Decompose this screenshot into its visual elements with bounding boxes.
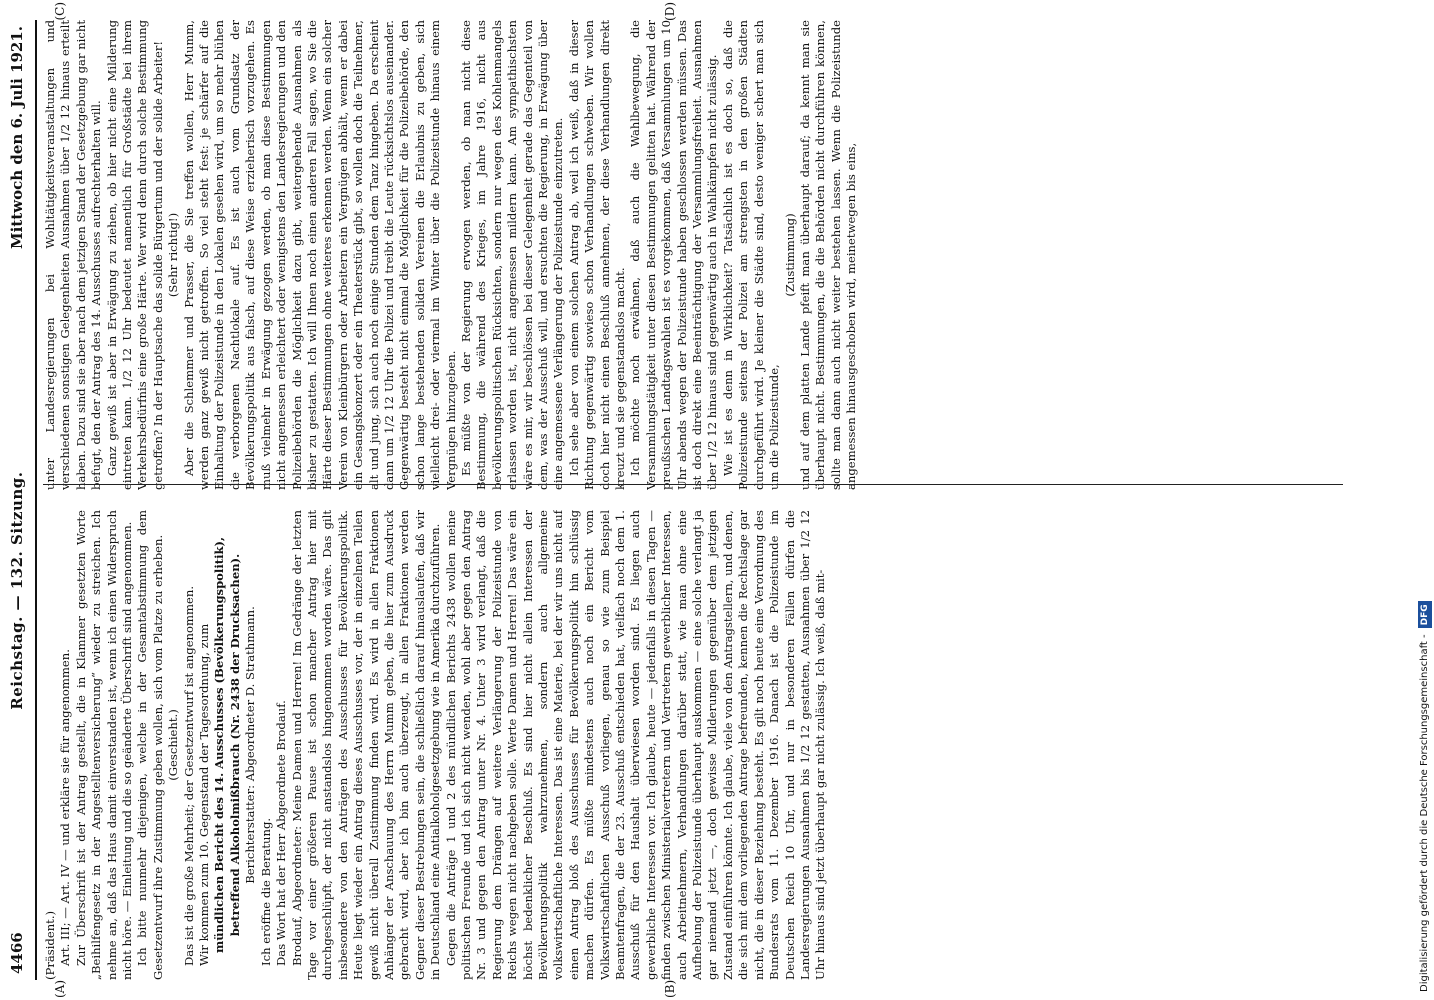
speech-paragraph: Es müßte von der Regierung erwogen werden, ob man nicht diese Bestimmung, die während des Krieges, im Jahre 1916, nicht aus bevölkerungspolitischen Rücksichten, sondern nur wegen des Kohlenmangels erlassen worden ist, nicht angemessen mildern kann. Am sympathischsten wäre es mir, wir beschlössen bei dieser Gelegenheit gerade das Gegenteil von dem, was der Ausschuß will, und ersuchten die Regierung, in Erwägung über eine angemessene Verlängerung der Polizeistunde einzutreten. [458, 20, 566, 490]
dfg-logo: DFG [1418, 601, 1432, 628]
column-divider [43, 484, 1343, 485]
speech-paragraph: und auf dem platten Lande pfeift man überhaupt darauf; da kennt man sie überhaupt nicht. Bestimmungen, die die Behörden nicht durchführen können, sollte man dann auch nicht weiter bestehen lassen. Wenn die Polizeistunde angemessen hinausgeschoben wird, meinetwegen bis eins, [797, 20, 859, 490]
session-title: Reichstag. — 132. Sitzung. [8, 471, 26, 710]
interjection: (Geschieht.) [166, 709, 181, 781]
paragraph: Das Wort hat der Herr Abgeordnete Brodauf. [274, 700, 289, 966]
agenda-item-title [212, 510, 243, 980]
speech-paragraph: Gegen die Anträge 1 und 2 des mündlichen Berichts 2438 wollen meine politischen Freunde und ich sich nicht wenden, wohl aber gegen den Antrag Nr. 3 und gegen den Antrag unter Nr. 4. Unter 3 wird verlangt, daß die Regierung dem Drängen auf weitere Verlängerung der Polizeistunde von Reichs wegen nicht nachgeben solle. Werte Damen und Herren! Das wäre ein höchst bedenklicher Beschluß. Es sind hier nicht allein Interessen der Bevölkerungspolitik wahrzunehmen, sondern auch allgemeine volkswirtschaftliche Interessen. Das ist eine Materie, bei der wir uns nicht auf einen Antrag bloß des Ausschusses für Bevölkerungspolitik hin schlüssig machen dürfen. Es müßte mindestens auch noch ein Bericht vom Volkswirtschaftlichen Ausschuß vorliegen, genau so wie zum Beispiel Beamtenfragen, die der 23. Ausschuß entschieden hat, vielfach noch dem 1. Ausschuß für den Haushalt überwiesen worden sind. Es liegen auch gewerbliche Interessen vor. Ich glaube, heute — jedenfalls in diesen Tagen — finden zwischen Ministerialvertretern und Vertretern gewerblicher Interessen, auch Arbeitnehmern, Verhandlungen darüber statt, wie man ohne eine Aufhebung der Polizeistunde überhaupt auskommen — eine solche verlangt ja gar niemand jetzt —, doch gewisse Milderungen gegenüber dem jetzigen Zustand einführen könnte. Ich glaube, viele von den Antragstellern, und denen, die sich mit dem vorliegenden Antrage befreunden, kennen die Rechtslage gar nicht, die in dieser Beziehung besteht. Es gilt noch heute eine Verordnung des Bundesrats vom 11. Dezember 1916. Danach ist die Polizeistunde im Deutschen Reich 10 Uhr, und nur in besonderen Fällen dürfen die Landesregierungen Ausnahmen bis 1/2 12 gestatten, Ausnahmen über 1/2 12 Uhr hinaus sind jetzt überhaupt gar nicht zulässig. Ich weiß, daß mit- [443, 510, 828, 980]
speaker-tag: (Präsident.) [43, 910, 57, 980]
right-column [43, 20, 1343, 490]
margin-mark-c: (C) [53, 2, 67, 21]
speech-paragraph: Ich sehe aber von einem solchen Antrag ab, weil ich weiß, daß in dieser Richtung gegenwärtig sowieso schon Verhandlungen schweben. Wir wollen doch hier nicht einen Beschluß annehmen, der diese Verhandlungen direkt kreuzt und sie gegenstandslos macht. [566, 20, 628, 490]
two-column-body [43, 2, 1343, 998]
session-date: Mittwoch den 6. Juli 1921. [8, 26, 26, 249]
paragraph: Das ist die große Mehrheit; der Gesetzentwurf ist angenommen. [181, 585, 196, 966]
paragraph: Ich bitte nunmehr diejenigen, welche in der Gesamtabstimmung dem Gesetzentwurf ihre Zustimmung geben wollen, sich vom Platze zu erheben. [135, 510, 165, 980]
speech-paragraph: Ich möchte noch erwähnen, daß auch die Wahlbewegung, die Versammlungstätigkeit unter diesen Bestimmungen gelitten hat. Während der preußischen Landtagswahlen ist es vorgekommen, daß Versammlungen um 10 Uhr abends wegen der Polizeistunde haben geschlossen werden müssen. Das ist doch direkt eine Beeinträchtigung der Versammlungsfreiheit. Ausnahmen über 1/2 12 hinaus sind gegenwärtig auch in Wahlkämpfen nicht zulässig. [628, 20, 720, 490]
funding-note [1418, 12, 1432, 992]
running-header [8, 20, 37, 980]
interjection: (Zustimmung) [782, 213, 797, 297]
page-number: 4466 [8, 932, 26, 974]
agenda-item-text: mündlichen Bericht des 14. Ausschusses (Bevölkerungspolitik), betreffend Alkoholmißbrauch (Nr. 2438 der Drucksachen). [212, 536, 242, 954]
speech-paragraph: Brodauf, Abgeordneter: Meine Damen und Herren! Im Gedränge der letzten Tage vor einer größeren Pause ist schon mancher Antrag hier mit durchgeschlüpft, der nicht anstandslos hingenommen worden wäre. Das gilt insbesondere von den Anträgen des Ausschusses für Bevölkerungspolitik. Heute liegt wieder ein Antrag dieses Ausschusses vor, der in einzelnen Teilen gewiß nicht überall Zustimmung finden wird. Es wird in allen Fraktionen Anhänger der Anschauung des Herrn Mumm geben, die hier zum Ausdruck gebracht wird, aber ich bin auch überzeugt, in allen Fraktionen werden Gegner dieser Bestrebungen sein, die schließlich darauf hinauslaufen, daß wir in Deutschland eine Antialkoholgesetzgebung wie in Amerika durchzuführen. [289, 510, 443, 980]
speech-paragraph: Aber die Schlemmer und Prasser, die Sie treffen wollen, Herr Mumm, werden ganz gewiß nicht getroffen. So viel steht fest: je schärfer auf die Einhaltung der Polizeistunde in den Lokalen gesehen wird, um so mehr blühen die verborgenen Nachtlokale auf. Es ist auch vom Grundsatz der Bevölkerungspolitik aus falsch, auf diese Weise erzieherisch vorzugehen. Es muß vielmehr in Erwägung gezogen werden, ob man diese Bestimmungen nicht angemessen erleichtert oder wenigstens den Landesregierungen und den Polizeibehörden die Möglichkeit dazu gibt, weitergehende Ausnahmen als bisher zu gestatten. Ich will Ihnen noch einen anderen Fall sagen, wo Sie die Härte dieser Bestimmungen ohne weiteres erkennen werden. Wenn ein solcher Verein von Kleinbürgern oder Arbeitern ein Vergnügen abhält, wenn er dabei ein Gesangskonzert oder ein Theaterstück gibt, so wollen doch die Teilnehmer, alt und jung, sich auch noch einige Stunden dem Tanz hingeben. Da erscheint dann um 1/2 12 Uhr die Polizei und treibt die Leute rücksichtslos auseinander. Gegenwärtig besteht nicht einmal die Möglichkeit für die Polizeibehörde, den schon lange bestehenden soliden Vereinen die Erlaubnis zu geben, sich vielleicht drei- oder viermal im Winter über die Polizeistunde hinaus einem Vergnügen hinzugeben. [181, 20, 458, 490]
speech-paragraph: unter Landesregierungen bei Wohltätigkeitsveranstaltungen und verschiedenen sonstigen Gelegenheiten Ausnahmen über 1/2 12 hinaus erteilt haben. Dazu sind sie aber nach dem jetzigen Stand der Gesetzgebung gar nicht befugt, den der Antrag des 14. Ausschusses aufrechterhalten will. [43, 20, 104, 490]
margin-mark-a: (A) [53, 979, 67, 998]
interjection: (Sehr richtig!) [166, 212, 181, 298]
rapporteur: Berichterstatter: Abgeordneter D. Strathmann. [243, 606, 258, 884]
paragraph: Ich eröffne die Beratung. [258, 817, 273, 966]
margin-mark-d: (D) [663, 2, 677, 21]
left-column [43, 510, 1343, 980]
paragraph: Art. III; — Art. IV — und erkläre sie für angenommen. [58, 649, 73, 966]
speech-paragraph: Wie ist es denn in Wirklichkeit? Tatsächlich ist es doch so, daß die Polizeistunde seitens der Polizei am strengsten in den großen Städten durchgeführt wird. Je kleiner die Städte sind, desto weniger schert man sich um die Polizeistunde, [720, 20, 782, 490]
paragraph: Zur Überschrift ist der Antrag gestellt, die in Klammer gesetzten Worte „Beihilfengesetz in der Angestelltenversicherung“ wieder zu streichen. Ich nehme an, daß das Haus damit einverstanden ist, wenn ich einen Widerspruch nicht höre. — Einleitung und die so geänderte Überschrift sind angenommen. [73, 510, 135, 980]
margin-mark-b: (B) [663, 979, 677, 998]
funding-note-text: Digitalisierung gefördert durch die Deutsche Forschungsgemeinschaft - [1419, 634, 1430, 992]
speech-paragraph: Ganz gewiß ist aber in Erwägung zu ziehen, ob hier nicht eine Milderung eintreten kann. 1/2 12 Uhr bedeutet namentlich für Großstädte bei ihrem Verkehrsbedürfnis eine große Härte. Wer wird denn durch solche Bestimmung getroffen? In der Hauptsache das solide Bürgertum und der solide Arbeiter! [104, 20, 165, 490]
paragraph: Wir kommen zum 10. Gegenstand der Tagesordnung, zum [197, 623, 212, 966]
